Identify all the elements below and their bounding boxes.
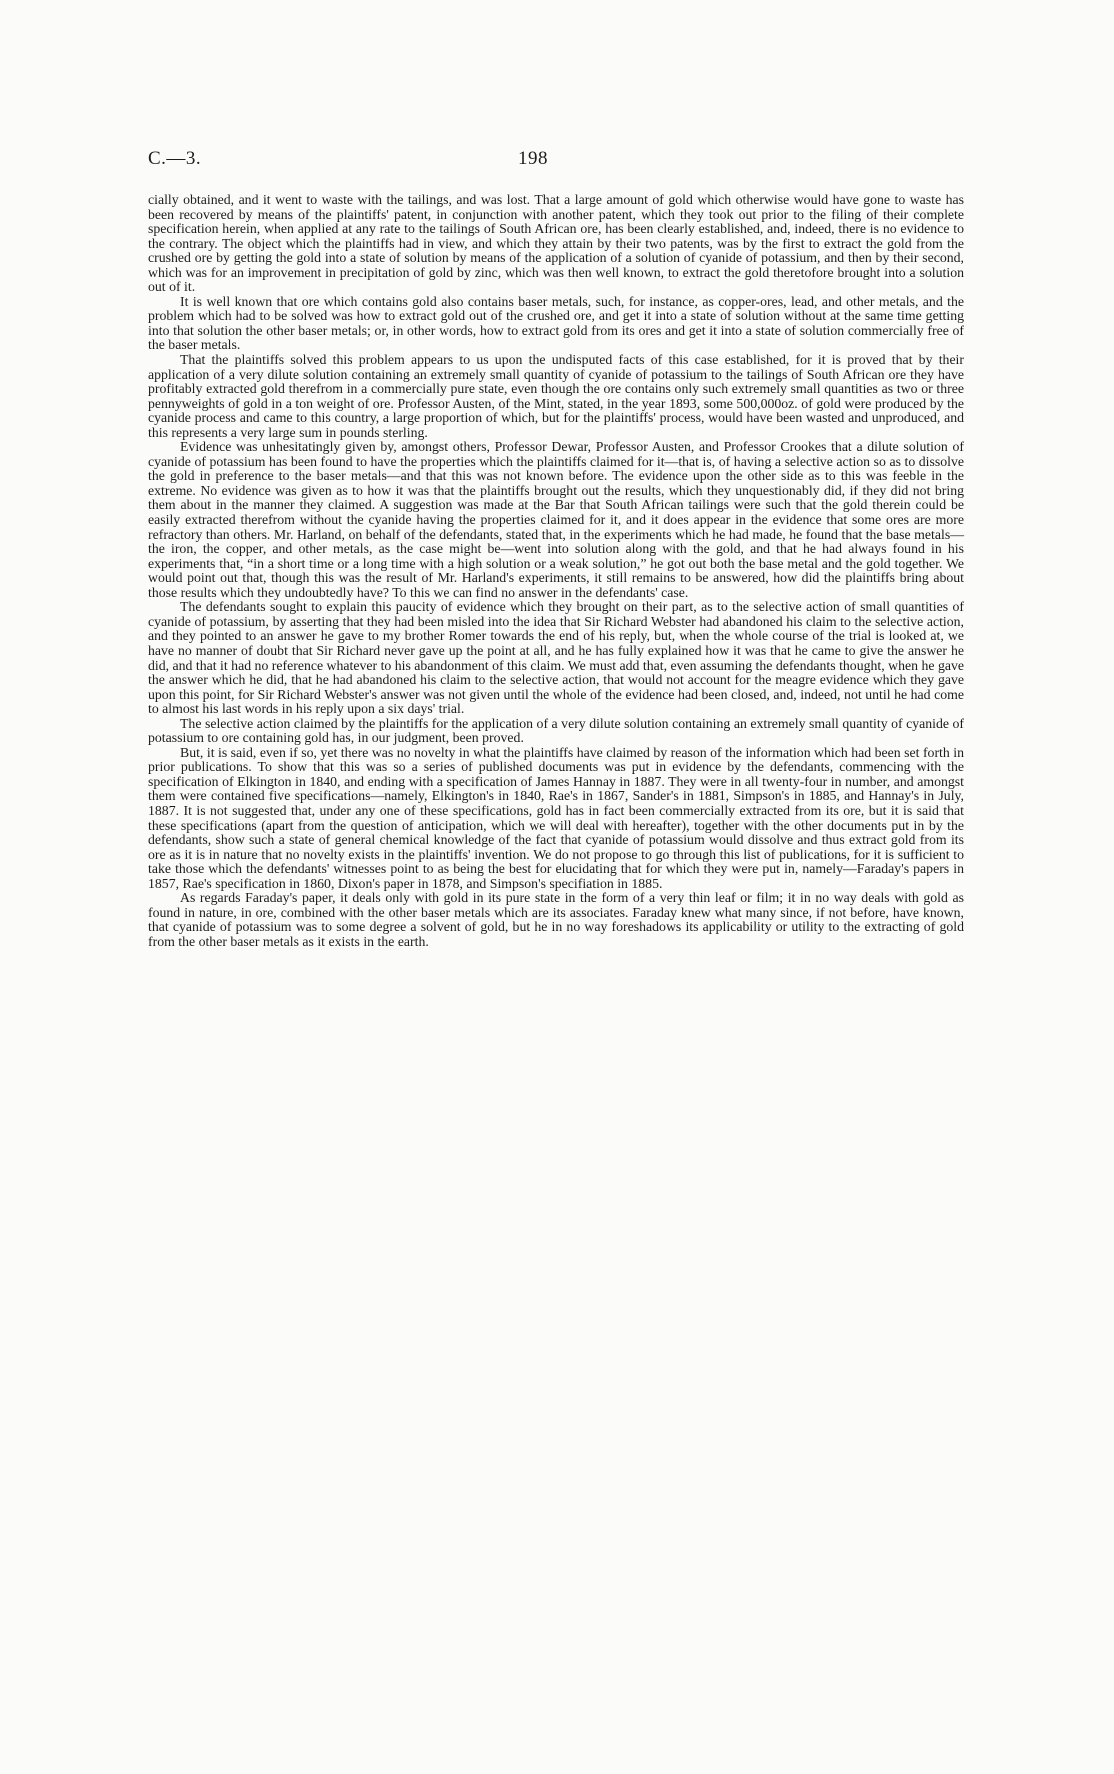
document-reference: C.—3.: [148, 148, 202, 169]
paragraph-continuation: cially obtained, and it went to waste with the tailings, and was lost. That a large amount of gold which otherwise would have gone to waste has been recovered by means of the plaintiffs' patent, in conjunction with another patent, which they took out prior to the filing of their complete specification herein, when applied at any rate to the tailings of South African ore, has been clearly established, and, indeed, there is no evidence to the contrary. The object which the plaintiffs had in view, and which they attain by their two patents, was by the first to extract the gold from the crushed ore by getting the gold into a state of solution by means of the application of a solution of cyanide of potassium, and then by their second, which was for an improvement in precipitation of gold by zinc, which was then well known, to extract the gold theretofore brought into a solution out of it.: [148, 192, 964, 295]
paragraph: That the plaintiffs solved this problem appears to us upon the undisputed facts of this case established, for it is proved that by their application of a very dilute solution containing an extremely small quantity of cyanide of potassium to the tailings of South African ore they have profitably extracted gold therefrom in a commercially pure state, even though the ore contains only such extremely small quantities as two or three pennyweights of gold in a ton weight of ore. Professor Austen, of the Mint, stated, in the year 1893, some 500,000oz. of gold were produced by the cyanide process and came to this country, a large proportion of which, but for the plaintiffs' process, would have been wasted and unproduced, and this represents a very large sum in pounds sterling.: [148, 352, 964, 440]
body-text: [148, 193, 964, 949]
page-number: 198: [518, 148, 548, 169]
paragraph: Evidence was unhesitatingly given by, amongst others, Professor Dewar, Professor Austen, and Professor Crookes that a dilute solution of cyanide of potassium has been found to have the properties which the plaintiffs claimed for it—that is, of having a selective action so as to dissolve the gold in preference to the baser metals—and that this was not known before. The evidence upon the other side as to this was feeble in the extreme. No evidence was given as to how it was that the plaintiffs brought out the results, which they unquestionably did, if they did not bring them about in the manner they claimed. A suggestion was made at the Bar that South African tailings were such that the gold therein could be easily extracted therefrom without the cyanide having the properties claimed for it, and it does appear in the evidence that some ores are more refractory than others. Mr. Harland, on behalf of the defendants, stated that, in the experiments which he had made, he found that the base metals—the iron, the copper, and other metals, as the case might be—went into solution along with the gold, and that he had always found in his experiments that, “in a short time or a long time with a high solution or a weak solution,” he got out both the base metal and the gold together. We would point out that, though this was the result of Mr. Harland's experiments, it still remains to be answered, how did the plaintiffs bring about those results which they undoubtedly have? To this we can find no answer in the defendants' case.: [148, 439, 964, 600]
paragraph: But, it is said, even if so, yet there was no novelty in what the plaintiffs have claimed by reason of the information which had been set forth in prior publications. To show that this was so a series of published documents was put in evidence by the defendants, commencing with the specification of Elkington in 1840, and ending with a specification of James Hannay in 1887. They were in all twenty-four in number, and amongst them were contained five specifications—namely, Elkington's in 1840, Rae's in 1867, Sander's in 1881, Simpson's in 1885, and Hannay's in July, 1887. It is not suggested that, under any one of these specifications, gold has in fact been commercially extracted from its ore, but it is said that these specifications (apart from the question of anticipation, which we will deal with hereafter), together with the other documents put in by the defendants, show such a state of general chemical knowledge of the fact that cyanide of potassium would dissolve and thus extract gold from its ore as it is in nature that no novelty exists in the plaintiffs' invention. We do not propose to go through this list of publications, for it is sufficient to take those which the defendants' witnesses point to as being the best for elucidating that for which they were put in, namely—Faraday's papers in 1857, Rae's specification in 1860, Dixon's paper in 1878, and Simpson's specifiation in 1885.: [148, 744, 964, 891]
paragraph: The selective action claimed by the plaintiffs for the application of a very dilute solution containing an extremely small quantity of cyanide of potassium to ore containing gold has, in our judgment, been proved.: [148, 715, 964, 746]
paragraph: As regards Faraday's paper, it deals only with gold in its pure state in the form of a very thin leaf or film; it in no way deals with gold as found in nature, in ore, combined with the other baser metals which are its associates. Faraday knew what many since, if not before, have known, that cyanide of potassium was to some degree a solvent of gold, but he in no way foreshadows its applicability or utility to the extracting of gold from the other baser metals as it exists in the earth.: [148, 890, 964, 949]
paragraph: The defendants sought to explain this paucity of evidence which they brought on their part, as to the selective action of small quantities of cyanide of potassium, by asserting that they had been misled into the idea that Sir Richard Webster had abandoned his claim to the selective action, and they pointed to an answer he gave to my brother Romer towards the end of his reply, but, when the whole course of the trial is looked at, we have no manner of doubt that Sir Richard never gave up the point at all, and he has fully explained how it was that he came to give the answer he did, and that it had no reference whatever to his abandonment of this claim. We must add that, even assuming the defendants thought, when he gave the answer which he did, that he had abandoned his claim to the selective action, that would not account for the meagre evidence which they gave upon this point, for Sir Richard Webster's answer was not given until the whole of the evidence had been closed, and, indeed, not until he had come to almost his last words in his reply upon a six days' trial.: [148, 599, 964, 717]
paragraph: It is well known that ore which contains gold also contains baser metals, such, for instance, as copper-ores, lead, and other metals, and the problem which had to be solved was how to extract gold out of the crushed ore, and get it into a state of solution without at the same time getting into that solution the other baser metals; or, in other words, how to extract gold from its ores and get it into a state of solution commercially free of the baser metals.: [148, 293, 964, 353]
page-header: [148, 148, 964, 174]
